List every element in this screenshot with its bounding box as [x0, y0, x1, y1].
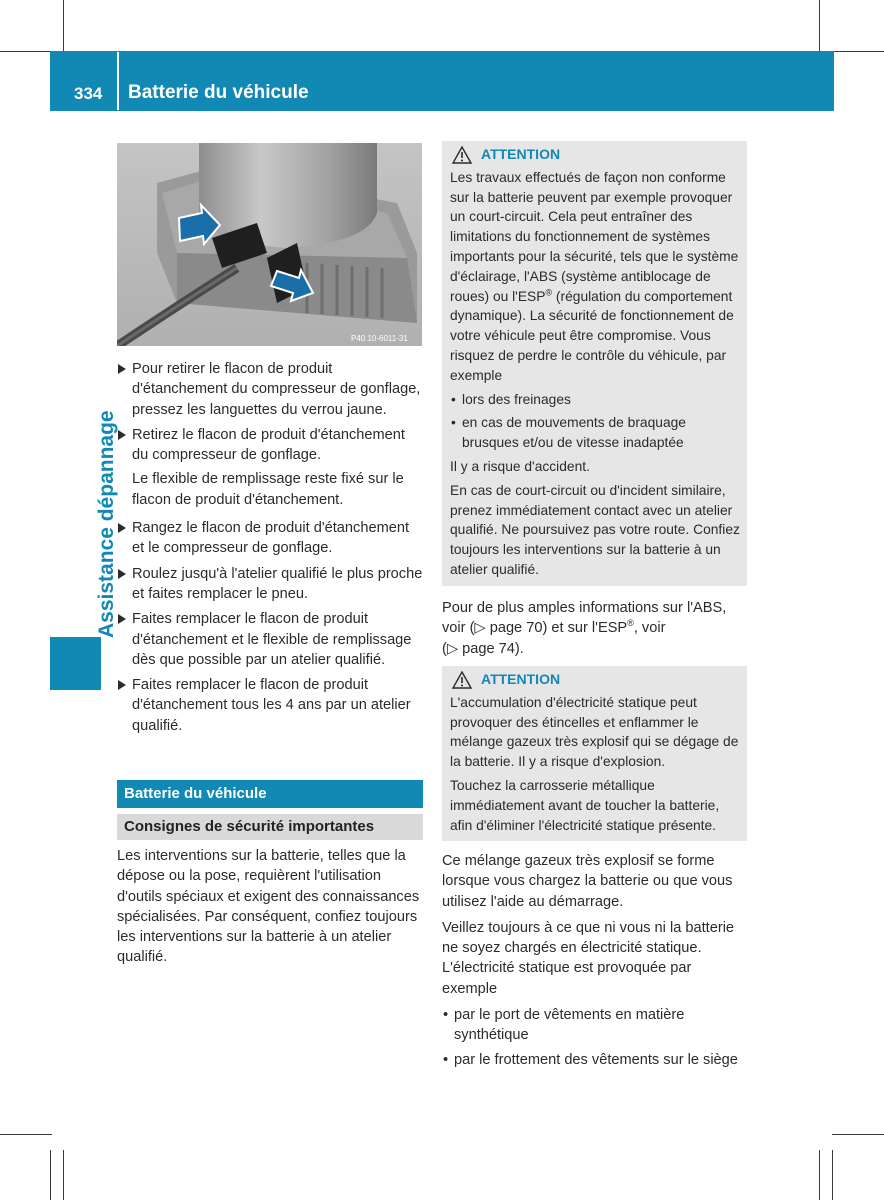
registered-mark: ® — [627, 618, 634, 629]
step-triangle-icon — [118, 614, 126, 624]
step-triangle-icon — [118, 523, 126, 533]
page-reference-link: (▷ page 74). — [442, 640, 524, 657]
instruction-step: Faites remplacer le flacon de produit d'étanchement tous les 4 ans par un atelier qualifié. — [117, 675, 423, 736]
step-triangle-icon — [118, 680, 126, 690]
list-item: • par le port de vêtements en matière synthétique — [442, 1005, 748, 1046]
crop-mark — [50, 1150, 51, 1200]
compressor-photo — [117, 143, 422, 346]
crop-mark — [0, 51, 52, 52]
section-heading: Batterie du véhicule — [117, 780, 423, 808]
instruction-step: Roulez jusqu'à l'atelier qualifié le plus proche et faites remplacer le pneu. — [117, 564, 423, 605]
instruction-step: Faites remplacer le flacon de produit d'étanchement et le flexible de remplissage dès que possible par un atelier qualifié. — [117, 609, 423, 670]
static-electricity-info — [442, 851, 748, 1074]
instruction-step: Pour retirer le flacon de produit d'étanchement du compresseur de gonflage, pressez les languettes du verrou jaune. — [117, 359, 423, 420]
instruction-step: Retirez le flacon de produit d'étanchement du compresseur de gonflage. — [117, 425, 423, 466]
warning-box — [442, 666, 747, 841]
list-item: • par le frottement des vêtements sur le siège — [442, 1050, 748, 1070]
warning-box — [442, 141, 747, 586]
left-column — [117, 359, 423, 741]
step-triangle-icon — [118, 569, 126, 579]
warning-text: Les travaux effectués de façon non conforme sur la batterie peuvent par exemple provoquer un court-circuit. Cela peut entraîner des limitations du fonctionnement de systèmes importants pour la sécurité, tels que le système d'éclairage, l'ABS (système antiblocage de roues) ou l'ESP® (régulation du comportement dynamique). La sécurité de fonctionnement de votre véhicule peut être compromise. Vous risquez de perdre le contrôle du véhicule, par exemple — [450, 169, 739, 383]
registered-mark: ® — [545, 286, 553, 297]
crop-mark — [63, 1150, 64, 1200]
crop-mark — [832, 1134, 884, 1135]
warning-triangle-icon — [452, 671, 472, 689]
crop-mark — [63, 0, 64, 52]
info-paragraph: Pour de plus amples informations sur l'ABS, voir (▷ page 70) et sur l'ESP®, voir (▷ page 74). — [442, 600, 727, 657]
side-tab-label: Assistance dépannage — [95, 410, 118, 638]
warning-risk: Il y a risque d'accident. — [450, 458, 590, 474]
crop-mark — [832, 1150, 833, 1200]
step-triangle-icon — [118, 430, 126, 440]
side-tab-marker — [50, 637, 101, 690]
warning-title: ATTENTION — [450, 145, 740, 165]
paragraph: Veillez toujours à ce que ni vous ni la batterie ne soyez chargés en électricité statique. L'électricité statique est provoquée par exemple — [442, 919, 735, 997]
page-number: 334 — [74, 84, 103, 103]
warning-text: L'accumulation d'électricité statique peut provoquer des étincelles et enflammer le mélange gazeux très explosif qui se dégage de la batterie. Il y a risque d'explosion. — [450, 694, 739, 770]
warning-action: Touchez la carrosserie métallique immédiatement avant de toucher la batterie, afin d'éliminer l'électricité statique présente. — [450, 777, 720, 833]
crop-mark — [819, 1150, 820, 1200]
crop-mark — [832, 51, 884, 52]
intro-paragraph: Les interventions sur la batterie, telles que la dépose ou la pose, requièrent l'utilisation d'outils spéciaux et exigent des connaissances spécialisées. Par conséquent, confiez toujours les interventions sur la batterie à un atelier qualifié. — [117, 848, 420, 966]
warning-bullet: • lors des freinages — [450, 390, 740, 410]
page-title: Batterie du véhicule — [128, 82, 309, 103]
figure-code: P40.10-6011-31 — [351, 334, 408, 343]
warning-title: ATTENTION — [450, 670, 740, 690]
subsection-heading: Consignes de sécurité importantes — [117, 814, 423, 840]
warning-bullet: • en cas de mouvements de braquage brusques et/ou de vitesse inadaptée — [450, 413, 740, 453]
battery-section — [117, 780, 423, 974]
header-divider — [117, 52, 119, 110]
crop-mark — [0, 1134, 52, 1135]
paragraph: Ce mélange gazeux très explosif se forme lorsque vous chargez la batterie ou que vous utilisez l'aide au démarrage. — [442, 853, 733, 910]
warning-action: En cas de court-circuit ou d'incident similaire, prenez immédiatement contact avec un atelier qualifié. Ne poursuivez pas votre route. Confiez toujours les interventions sur la batterie à un atelier qualifié. — [450, 482, 740, 577]
step-note: Le flexible de remplissage reste fixé sur le flacon de produit d'étanchement. — [132, 471, 404, 508]
crop-mark — [819, 0, 820, 52]
step-triangle-icon — [118, 364, 126, 374]
instruction-step: Rangez le flacon de produit d'étanchement et le compresseur de gonflage. — [117, 518, 423, 559]
warning-triangle-icon — [452, 146, 472, 164]
